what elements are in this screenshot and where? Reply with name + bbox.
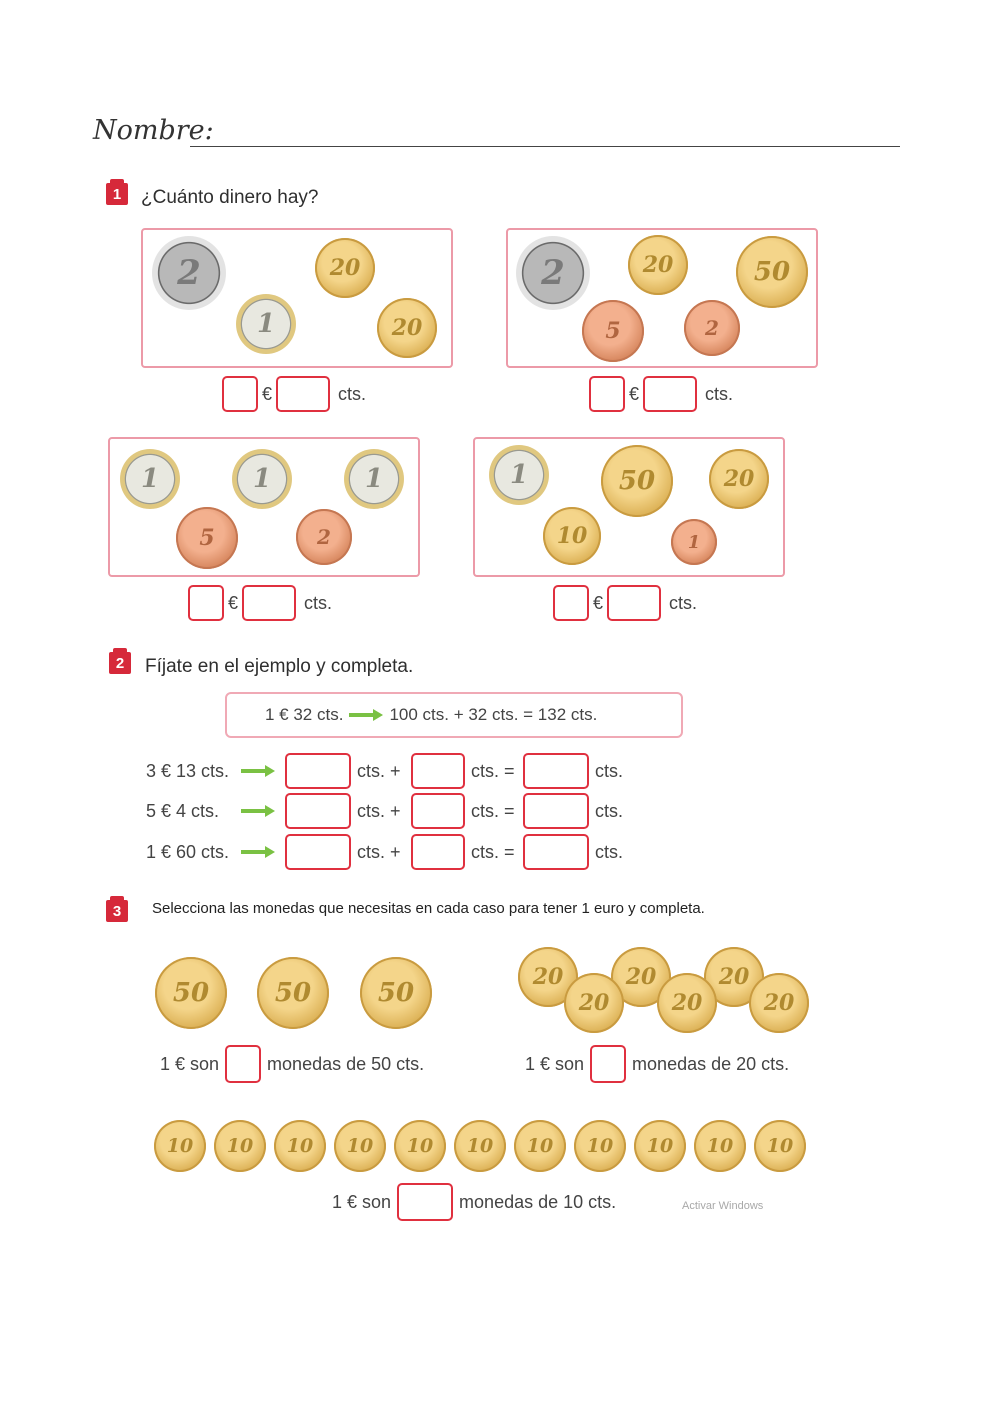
- coin-10-cents[interactable]: 10: [454, 1120, 506, 1172]
- cents-input-a[interactable]: [285, 793, 351, 829]
- plus-label: cts. +: [357, 800, 401, 821]
- cents-input[interactable]: [242, 585, 296, 621]
- coin-20-cents[interactable]: 20: [611, 947, 671, 1007]
- cents-label: cts.: [669, 592, 698, 613]
- cents-input[interactable]: [276, 376, 330, 412]
- name-line[interactable]: [190, 146, 900, 147]
- coin-10-cents[interactable]: 10: [214, 1120, 266, 1172]
- euros-input[interactable]: [222, 376, 258, 412]
- row-amount: 1 € 60 cts.: [146, 841, 230, 862]
- green-arrow-icon: [241, 805, 275, 817]
- exercise-3-answer-10: [332, 1183, 616, 1221]
- cents-label: cts.: [304, 592, 333, 613]
- euros-input[interactable]: [553, 585, 589, 621]
- cents-input-total[interactable]: [523, 793, 589, 829]
- exercise-2-row-1: [146, 753, 623, 789]
- coin-5-cents: 5: [582, 300, 644, 362]
- coin-10-cents: 10: [543, 507, 601, 565]
- coin-10-cents[interactable]: 10: [514, 1120, 566, 1172]
- answer-row-2: [589, 376, 733, 412]
- euro-sign: €: [262, 383, 273, 404]
- cents-input-a[interactable]: [285, 834, 351, 870]
- example-left: 1 € 32 cts.: [265, 705, 344, 724]
- coin-50-cents[interactable]: 50: [155, 957, 227, 1029]
- euro-sign: €: [629, 383, 640, 404]
- exercise-3-title: Selecciona las monedas que necesitas en cada caso para tener 1 euro y completa.: [152, 900, 705, 917]
- coin-box-3: [108, 437, 420, 577]
- coin-box-4: [473, 437, 785, 577]
- cents-input-total[interactable]: [523, 753, 589, 789]
- answer-row-1: [222, 376, 366, 412]
- coin-20-cents[interactable]: 20: [657, 973, 717, 1033]
- coin-box-2: [506, 228, 818, 368]
- exercise-3-badge: 3: [106, 900, 128, 922]
- suffix-label: monedas de 20 cts.: [632, 1053, 790, 1074]
- exercise-2-row-3: [146, 834, 623, 870]
- coin-2-euro: 2: [516, 236, 590, 310]
- coin-1-euro: 1: [236, 294, 296, 354]
- coin-1-euro: 1: [489, 445, 549, 505]
- prefix-label: 1 € son: [525, 1053, 585, 1074]
- coin-20-cents[interactable]: 20: [518, 947, 578, 1007]
- green-arrow-icon: [241, 846, 275, 858]
- cents-input-b[interactable]: [411, 753, 465, 789]
- coin-20-cents: 20: [628, 235, 688, 295]
- exercise-2-badge: 2: [109, 652, 131, 674]
- coin-2-cents: 2: [296, 509, 352, 565]
- coin-1-euro: 1: [344, 449, 404, 509]
- exercise-1-title: ¿Cuánto dinero hay?: [141, 187, 319, 208]
- coin-1-euro: 1: [120, 449, 180, 509]
- euros-input[interactable]: [589, 376, 625, 412]
- cents-input[interactable]: [607, 585, 661, 621]
- cents-label: cts.: [595, 760, 624, 781]
- coins-count-input[interactable]: [225, 1045, 261, 1083]
- cents-label: cts.: [595, 800, 624, 821]
- coin-50-cents: 50: [601, 445, 673, 517]
- coin-20-cents[interactable]: 20: [704, 947, 764, 1007]
- coin-1-cent: 1: [671, 519, 717, 565]
- coin-10-cents[interactable]: 10: [574, 1120, 626, 1172]
- cents-input-a[interactable]: [285, 753, 351, 789]
- euros-input[interactable]: [188, 585, 224, 621]
- activate-windows-watermark: Activar Windows: [682, 1200, 764, 1212]
- answer-row-4: [553, 585, 697, 621]
- cents-label: cts.: [338, 383, 367, 404]
- exercise-2-title: Fíjate en el ejemplo y completa.: [145, 656, 414, 677]
- prefix-label: 1 € son: [160, 1053, 220, 1074]
- coin-20-cents[interactable]: 20: [749, 973, 809, 1033]
- name-label: Nombre:: [93, 115, 214, 146]
- exercise-2-row-2: [146, 793, 623, 829]
- coins-count-input[interactable]: [397, 1183, 453, 1221]
- coin-2-cents: 2: [684, 300, 740, 356]
- coin-2-euro: 2: [152, 236, 226, 310]
- green-arrow-icon: [349, 709, 383, 721]
- cents-label: cts.: [595, 841, 624, 862]
- prefix-label: 1 € son: [332, 1191, 392, 1212]
- cents-input[interactable]: [643, 376, 697, 412]
- row-amount: 3 € 13 cts.: [146, 760, 230, 781]
- euro-sign: €: [593, 592, 604, 613]
- coin-10-cents[interactable]: 10: [694, 1120, 746, 1172]
- euro-sign: €: [228, 592, 239, 613]
- coin-10-cents[interactable]: 10: [754, 1120, 806, 1172]
- exercise-3-answer-20: [525, 1046, 789, 1082]
- example-right: 100 cts. + 32 cts. = 132 cts.: [389, 705, 598, 724]
- coin-20-cents: 20: [315, 238, 375, 298]
- equals-label: cts. =: [471, 800, 515, 821]
- exercise-1-badge: 1: [106, 183, 128, 205]
- plus-label: cts. +: [357, 841, 401, 862]
- exercise-3-answer-50: [160, 1046, 424, 1082]
- coin-20-cents: 20: [377, 298, 437, 358]
- coin-20-cents: 20: [709, 449, 769, 509]
- coin-box-1: [141, 228, 453, 368]
- cents-label: cts.: [705, 383, 734, 404]
- plus-label: cts. +: [357, 760, 401, 781]
- coin-10-cents[interactable]: 10: [394, 1120, 446, 1172]
- coin-50-cents: 50: [736, 236, 808, 308]
- cents-input-b[interactable]: [411, 834, 465, 870]
- answer-row-3: [188, 585, 332, 621]
- row-amount: 5 € 4 cts.: [146, 800, 220, 821]
- coin-10-cents[interactable]: 10: [154, 1120, 206, 1172]
- coin-10-cents[interactable]: 10: [634, 1120, 686, 1172]
- cents-input-total[interactable]: [523, 834, 589, 870]
- suffix-label: monedas de 10 cts.: [459, 1191, 617, 1212]
- coin-5-cents: 5: [176, 507, 238, 569]
- coin-10-cents[interactable]: 10: [274, 1120, 326, 1172]
- coins-count-input[interactable]: [590, 1045, 626, 1083]
- coin-10-cents[interactable]: 10: [334, 1120, 386, 1172]
- example-box: [225, 692, 683, 738]
- suffix-label: monedas de 50 cts.: [267, 1053, 425, 1074]
- coin-50-cents[interactable]: 50: [257, 957, 329, 1029]
- coin-50-cents[interactable]: 50: [360, 957, 432, 1029]
- cents-input-b[interactable]: [411, 793, 465, 829]
- equals-label: cts. =: [471, 760, 515, 781]
- coin-20-cents[interactable]: 20: [564, 973, 624, 1033]
- green-arrow-icon: [241, 765, 275, 777]
- coin-1-euro: 1: [232, 449, 292, 509]
- equals-label: cts. =: [471, 841, 515, 862]
